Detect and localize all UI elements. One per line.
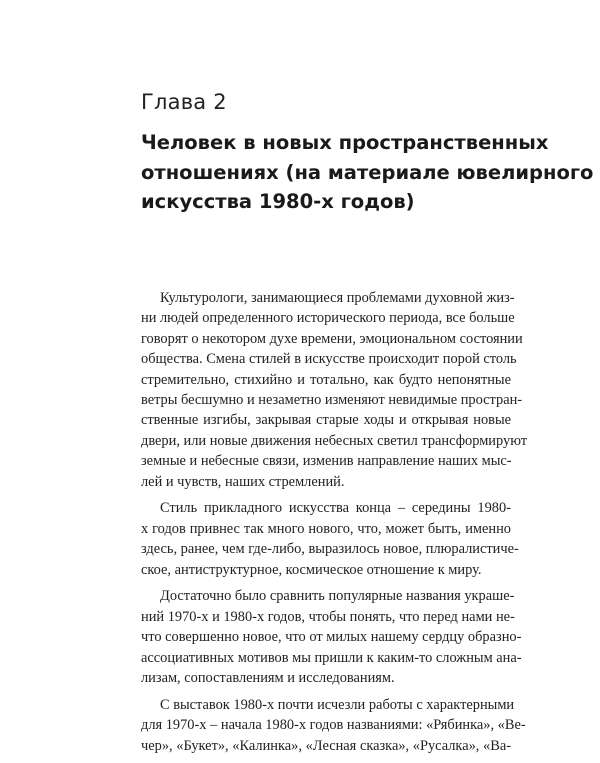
text-line: ское, антиструктурное, космическое отношение к миру.: [141, 561, 482, 578]
text-line: х годов привнес так много нового, что, может быть, именно: [141, 520, 511, 537]
text-line: здесь, ранее, чем где-либо, выразилось новое, плюралистиче-: [141, 541, 519, 558]
text-line: лей и чувств, наших стремлений.: [141, 473, 345, 490]
chapter-title-line: искусства 1980-х годов): [141, 190, 415, 213]
text-line: ветры бесшумно и незаметно изменяют невидимые простран-: [141, 391, 523, 408]
text-line: говорят о некотором духе времени, эмоциональном состоянии: [141, 330, 523, 347]
chapter-title-line: Человек в новых пространственных: [141, 131, 549, 154]
text-line: чер», «Букет», «Калинка», «Лесная сказка», «Русалка», «Ва-: [141, 737, 511, 754]
text-line: стремительно, стихийно и тотально, как будто непонятные: [141, 371, 511, 388]
text-line: С выставок 1980-х почти исчезли работы с характерными: [160, 696, 515, 713]
paragraph: [141, 695, 526, 756]
paragraph: [141, 288, 528, 492]
text-line: двери, или новые движения небесных светил трансформируют: [141, 432, 528, 449]
text-line: ний 1970-х и 1980-х годов, чтобы понять, что перед нами не-: [141, 608, 515, 625]
chapter-title-line: отношениях (на материале ювелирного: [141, 160, 594, 184]
text-line: Культурологи, занимающиеся проблемами духовной жиз-: [160, 290, 515, 306]
text-line: Стиль прикладного искусства конца – середины 1980-: [160, 500, 511, 517]
text-line: ственные изгибы, закрывая старые ходы и открывая новые: [141, 412, 511, 429]
text-line: ассоциативных мотивов мы пришли к каким-то сложным ана-: [141, 649, 522, 666]
text-line: ни людей определенного исторического периода, все больше: [141, 310, 515, 327]
text-line: лизам, сопоставлениям и исследованиям.: [141, 670, 395, 687]
text-line: Достаточно было сравнить популярные названия украше-: [160, 588, 515, 605]
text-line: для 1970-х – начала 1980-х годов названиями: «Рябинка», «Ве-: [141, 717, 526, 734]
text-line: общества. Смена стилей в искусстве происходит порой столь: [141, 351, 517, 368]
paragraph: [141, 586, 522, 688]
text-line: что совершенно новое, что от милых нашему сердцу образно-: [141, 629, 522, 646]
paragraph: [141, 498, 519, 580]
text-line: земные и небесные связи, изменив направление наших мыс-: [141, 453, 512, 470]
body-text: [141, 288, 528, 763]
chapter-label: Глава 2: [141, 90, 227, 114]
chapter-title: [141, 128, 594, 217]
